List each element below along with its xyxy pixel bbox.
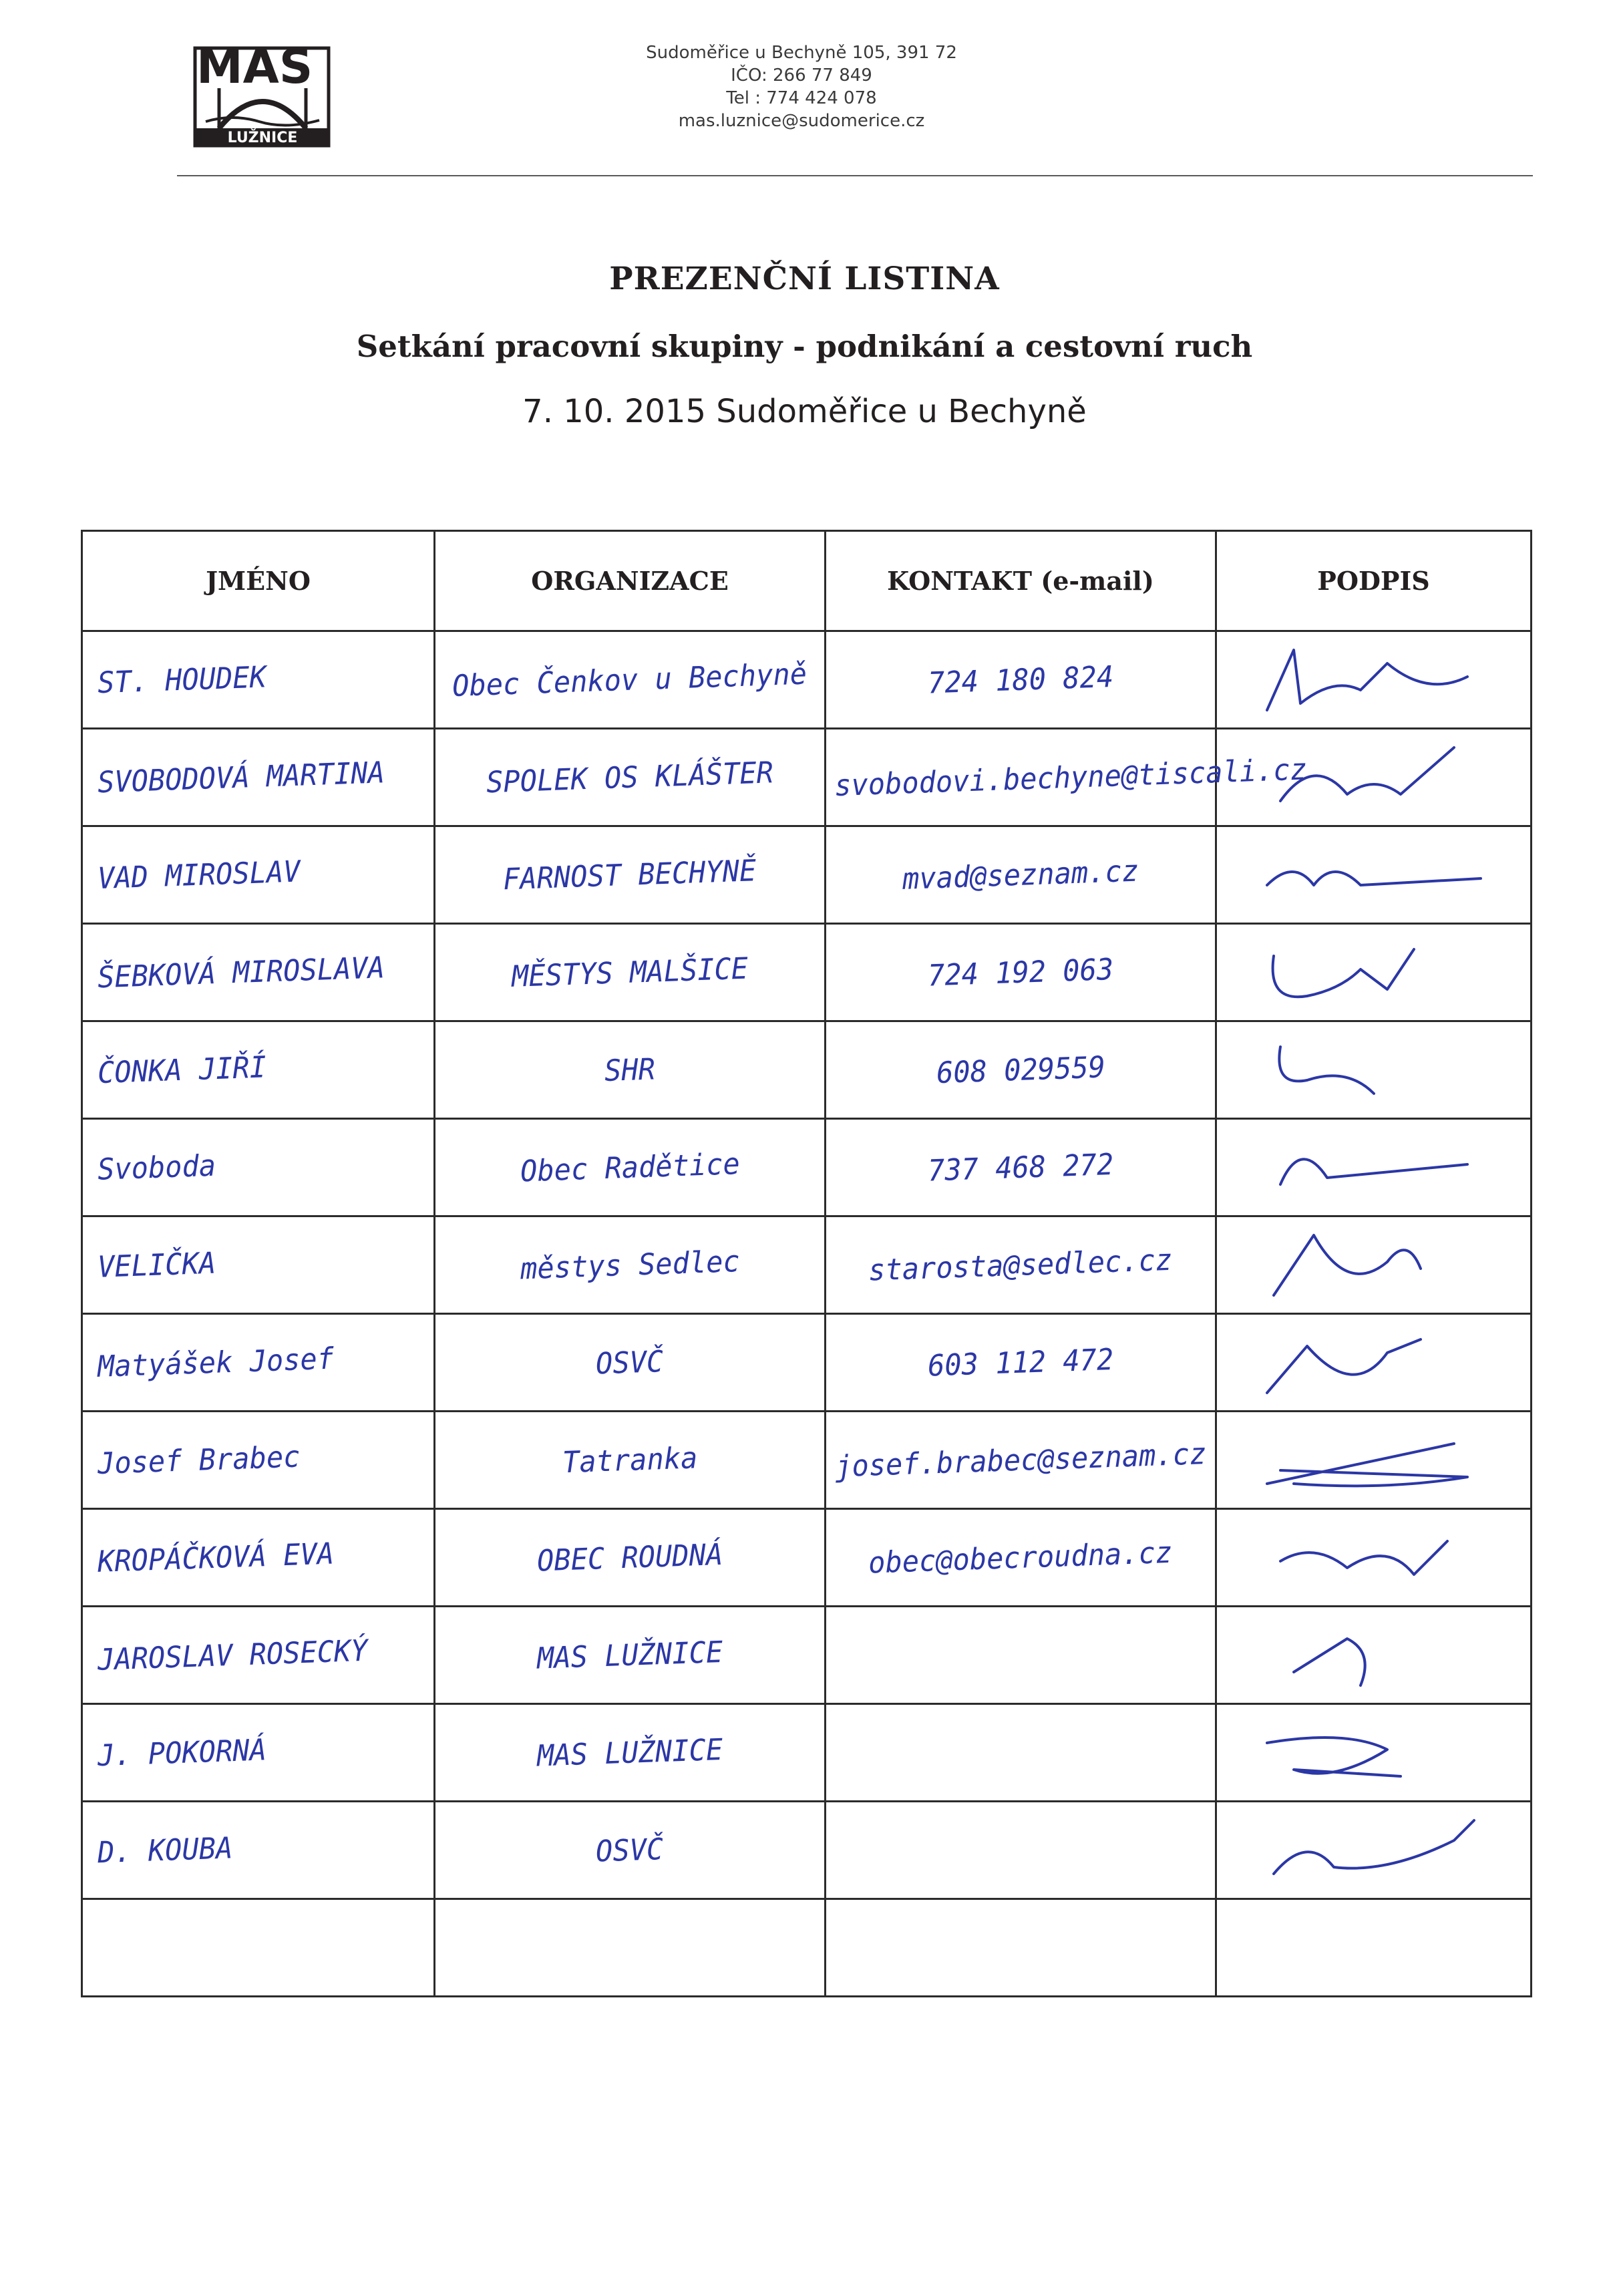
row-contact-text: josef.brabec@seznam.cz xyxy=(834,1436,1207,1484)
row-name-text: VAD MIROSLAV xyxy=(97,854,301,896)
row-name xyxy=(82,1607,435,1704)
handwritten-signature xyxy=(1254,929,1494,1016)
row-name xyxy=(82,1509,435,1607)
row-organization xyxy=(435,826,826,924)
row-signature xyxy=(1216,1704,1532,1802)
row-organization xyxy=(435,1119,826,1216)
document-date-place: 7. 10. 2015 Sudoměřice u Bechyně xyxy=(522,393,1087,430)
row-contact xyxy=(826,1509,1216,1607)
row-name-text: KROPÁČKOVÁ EVA xyxy=(97,1536,335,1579)
signature-stroke xyxy=(1272,949,1413,997)
table-row xyxy=(82,1216,1532,1314)
row-organization xyxy=(435,924,826,1021)
row-name xyxy=(82,1412,435,1509)
row-signature xyxy=(1216,826,1532,924)
row-name xyxy=(82,1802,435,1899)
row-contact xyxy=(826,1314,1216,1412)
row-organization-text: MĚSTYS MALŠICE xyxy=(511,951,749,994)
row-organization-text: FARNOST BECHYNĚ xyxy=(502,853,757,896)
handwritten-signature xyxy=(1254,1027,1494,1114)
table-row xyxy=(82,1412,1532,1509)
row-organization xyxy=(435,1021,826,1119)
row-name xyxy=(82,1899,435,1997)
row-contact xyxy=(826,1021,1216,1119)
row-organization xyxy=(435,1216,826,1314)
table-row xyxy=(82,1021,1532,1119)
address-line: Sudoměřice u Bechyně 105, 391 72 xyxy=(646,43,957,63)
row-signature xyxy=(1216,1216,1532,1314)
header-name: JMÉNO xyxy=(82,531,435,631)
header-signature: PODPIS xyxy=(1216,531,1532,631)
row-signature xyxy=(1216,1802,1532,1899)
row-contact xyxy=(826,1899,1216,1997)
row-organization xyxy=(435,1802,826,1899)
row-name xyxy=(82,1704,435,1802)
row-contact xyxy=(826,1802,1216,1899)
row-organization-text: SHR xyxy=(604,1051,656,1088)
row-contact xyxy=(826,1607,1216,1704)
handwritten-signature xyxy=(1254,1612,1494,1699)
signature-stroke xyxy=(1267,1444,1467,1486)
handwritten-signature xyxy=(1254,832,1494,919)
row-organization-text: MAS LUŽNICE xyxy=(536,1634,723,1676)
document-title: PREZENČNÍ LISTINA xyxy=(609,261,1000,297)
address-line: mas.luznice@sudomerice.cz xyxy=(678,111,925,131)
row-signature xyxy=(1216,924,1532,1021)
row-signature xyxy=(1216,631,1532,729)
row-name xyxy=(82,924,435,1021)
signature-stroke xyxy=(1280,1541,1447,1575)
row-name xyxy=(82,1119,435,1216)
table-row xyxy=(82,1314,1532,1412)
row-signature xyxy=(1216,1509,1532,1607)
table-header-row xyxy=(82,531,1532,631)
table-row xyxy=(82,1119,1532,1216)
handwritten-signature xyxy=(1254,1319,1494,1406)
row-organization-text: SPOLEK OS KLÁŠTER xyxy=(486,755,774,800)
row-organization xyxy=(435,1509,826,1607)
table-row xyxy=(82,1607,1532,1704)
row-signature xyxy=(1216,1607,1532,1704)
row-organization xyxy=(435,631,826,729)
row-name-text: J. POKORNÁ xyxy=(97,1732,267,1773)
table-row xyxy=(82,1899,1532,1997)
signature-stroke xyxy=(1267,650,1467,710)
row-organization xyxy=(435,1314,826,1412)
row-organization-text: Tatranka xyxy=(562,1440,698,1480)
row-name-text: Josef Brabec xyxy=(97,1439,301,1481)
row-name-text: VELIČKA xyxy=(97,1245,216,1285)
row-name-text: D. KOUBA xyxy=(97,1830,234,1870)
row-name xyxy=(82,729,435,826)
row-name xyxy=(82,1314,435,1412)
row-contact xyxy=(826,826,1216,924)
row-name xyxy=(82,826,435,924)
row-organization xyxy=(435,1704,826,1802)
row-contact-text: obec@obecroudna.cz xyxy=(868,1534,1174,1581)
logo-text-bottom: LUŽNICE xyxy=(227,130,298,146)
row-organization-text: městys Sedlec xyxy=(519,1244,741,1286)
table-row xyxy=(82,631,1532,729)
handwritten-signature xyxy=(1254,1514,1494,1601)
row-contact-text: 724 180 824 xyxy=(927,659,1114,701)
attendance-rows xyxy=(82,631,1532,1997)
handwritten-signature xyxy=(1254,637,1494,723)
row-contact-text: svobodovi.bechyne@tiscali.cz xyxy=(834,752,1308,803)
signature-stroke xyxy=(1279,1047,1374,1094)
row-contact xyxy=(826,631,1216,729)
letterhead-divider xyxy=(177,175,1533,176)
handwritten-signature xyxy=(1254,1124,1494,1211)
row-contact-text: mvad@seznam.cz xyxy=(902,853,1139,896)
handwritten-signature xyxy=(1254,1807,1494,1894)
row-organization xyxy=(435,729,826,826)
row-contact xyxy=(826,1412,1216,1509)
row-name-text: JAROSLAV ROSECKÝ xyxy=(97,1633,369,1677)
row-contact xyxy=(826,1704,1216,1802)
row-name xyxy=(82,1021,435,1119)
row-name xyxy=(82,631,435,729)
table-row xyxy=(82,1802,1532,1899)
row-signature xyxy=(1216,1119,1532,1216)
row-name-text: ST. HOUDEK xyxy=(97,659,267,700)
row-signature xyxy=(1216,1021,1532,1119)
row-name-text: ČONKA JIŘÍ xyxy=(97,1049,267,1090)
row-contact-text: 737 468 272 xyxy=(927,1146,1114,1188)
row-organization-text: OSVČ xyxy=(595,1832,665,1868)
letterhead-address xyxy=(588,41,1015,132)
signature-stroke xyxy=(1267,872,1481,885)
row-name-text: ŠEBKOVÁ MIROSLAVA xyxy=(97,950,385,995)
table-row xyxy=(82,1509,1532,1607)
row-contact-text: 603 112 472 xyxy=(927,1341,1114,1383)
table-row xyxy=(82,826,1532,924)
handwritten-signature xyxy=(1254,1709,1494,1796)
row-organization xyxy=(435,1412,826,1509)
table-row xyxy=(82,924,1532,1021)
row-name-text: Svoboda xyxy=(97,1148,216,1187)
row-signature xyxy=(1216,1314,1532,1412)
document-subtitle: Setkání pracovní skupiny - podnikání a cestovní ruch xyxy=(356,329,1253,364)
logo-text-top: MAS xyxy=(196,39,313,94)
signature-stroke xyxy=(1274,1235,1421,1295)
row-name xyxy=(82,1216,435,1314)
row-contact-text: starosta@sedlec.cz xyxy=(868,1242,1174,1288)
row-contact xyxy=(826,1216,1216,1314)
row-organization-text: Obec Čenkov u Bechyně xyxy=(452,656,808,703)
handwritten-signature xyxy=(1254,1417,1494,1504)
row-contact xyxy=(826,1119,1216,1216)
mas-luznice-logo xyxy=(192,35,333,148)
row-signature xyxy=(1216,1412,1532,1509)
row-organization-text: OSVČ xyxy=(595,1344,665,1381)
row-organization-text: MAS LUŽNICE xyxy=(536,1732,723,1774)
row-contact-text: 608 029559 xyxy=(935,1049,1106,1090)
row-organization-text: OBEC ROUDNÁ xyxy=(536,1536,723,1579)
row-organization-text: Obec Radětice xyxy=(519,1146,741,1188)
row-contact-text: 724 192 063 xyxy=(927,951,1114,993)
header-organization: ORGANIZACE xyxy=(435,531,826,631)
signature-stroke xyxy=(1280,1159,1467,1184)
signature-stroke xyxy=(1294,1639,1365,1685)
address-line: Tel : 774 424 078 xyxy=(726,88,877,108)
table-row xyxy=(82,1704,1532,1802)
header-contact: KONTAKT (e-mail) xyxy=(826,531,1216,631)
row-signature xyxy=(1216,1899,1532,1997)
row-name-text: SVOBODOVÁ MARTINA xyxy=(97,755,385,800)
signature-stroke xyxy=(1267,1738,1401,1776)
handwritten-signature xyxy=(1254,1222,1494,1309)
signature-stroke xyxy=(1274,1820,1474,1874)
table-row xyxy=(82,729,1532,826)
attendance-table xyxy=(81,530,1532,1997)
row-contact xyxy=(826,729,1308,826)
row-contact xyxy=(826,924,1216,1021)
address-line: IČO: 266 77 849 xyxy=(731,65,872,86)
signature-stroke xyxy=(1267,1339,1421,1393)
row-name-text: Matyášek Josef xyxy=(97,1341,335,1384)
row-organization xyxy=(435,1899,826,1997)
row-organization xyxy=(435,1607,826,1704)
